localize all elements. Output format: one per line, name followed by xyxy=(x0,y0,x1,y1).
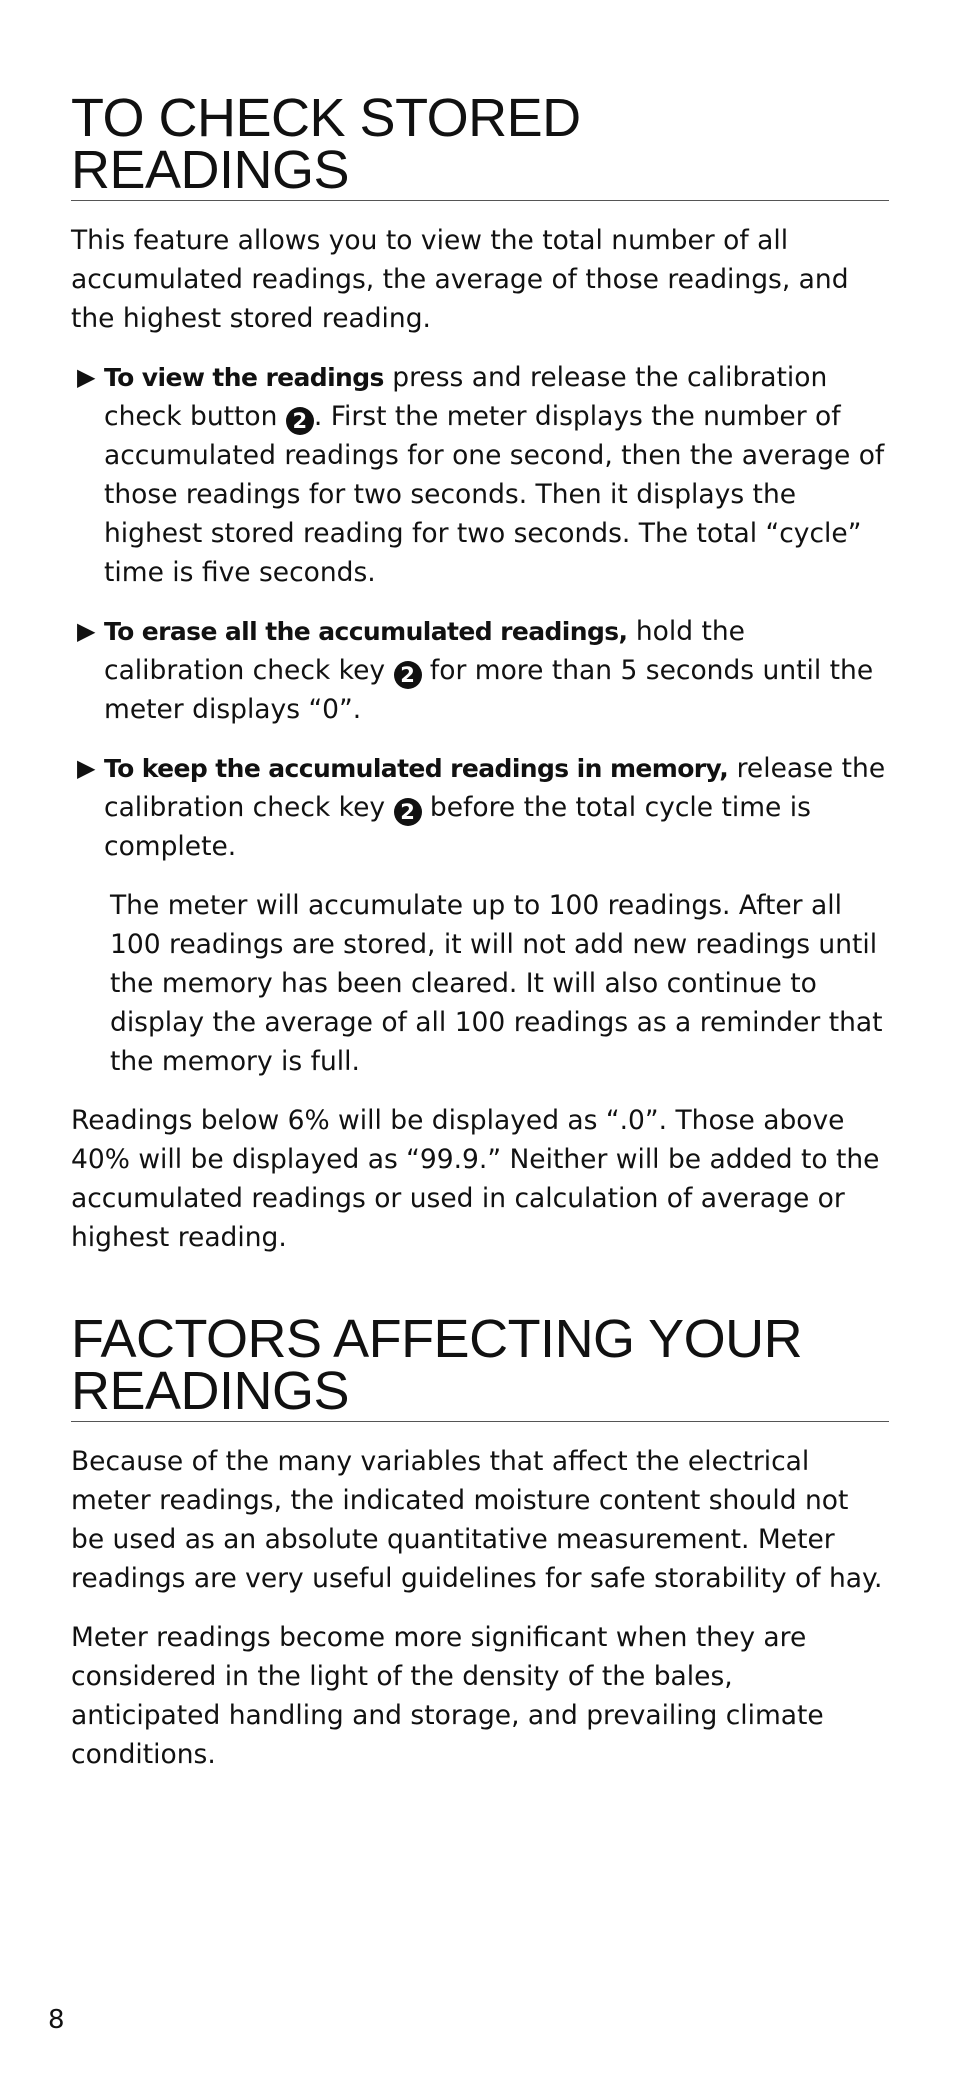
instruction-list xyxy=(71,358,889,1081)
heading-line: FACTORS AFFECTING YOUR xyxy=(71,1309,803,1369)
instruction-lead: To erase all the accumulated readings, xyxy=(104,617,628,646)
instruction-keep-readings xyxy=(77,749,889,866)
callout-number-icon: 2 xyxy=(286,407,314,435)
page-number: 8 xyxy=(48,2005,65,2035)
instruction-text: . First the meter displays the number of accumulated readings for one second, then the average of those readings for two seconds. Then it displays the highest stored reading for two seconds. The total “cycle” time is five seconds. xyxy=(104,401,885,588)
instruction-text: press and release the calibration check button xyxy=(104,362,828,432)
factors-paragraph: Because of the many variables that affect the electrical meter readings, the indicated moisture content should not be used as an absolute quantitative measurement. Meter readings are very useful guidelines for safe storability of hay. xyxy=(71,1446,883,1594)
reading-range-note: Readings below 6% will be displayed as “.0”. Those above 40% will be displayed as “99.9.” Neither will be added to the accumulated readings or used in calculation of average or highest reading. xyxy=(71,1105,880,1253)
instruction-text: before the total cycle time is complete. xyxy=(104,792,811,862)
factors-paragraph: Meter readings become more significant when they are considered in the light of the density of the bales, anticipated handling and storage, and prevailing climate conditions. xyxy=(71,1622,824,1770)
instruction-text: hold the calibration check key xyxy=(104,616,745,686)
instruction-lead: To keep the accumulated readings in memory, xyxy=(104,754,729,783)
instruction-text: for more than 5 seconds until the meter displays “0”. xyxy=(104,655,874,725)
memory-capacity-note: The meter will accumulate up to 100 readings. After all 100 readings are stored, it will not add new readings until the memory has been cleared. It will also continue to display the average of all 100 readings as a reminder that the memory is full. xyxy=(110,890,883,1077)
section-heading-check-stored-readings xyxy=(71,88,889,201)
callout-number-icon: 2 xyxy=(394,798,422,826)
heading-line: READINGS xyxy=(71,140,350,200)
heading-line: TO CHECK STORED xyxy=(71,88,581,148)
arrow-bullet-icon: ▶ xyxy=(77,754,96,782)
instruction-text: release the calibration check key xyxy=(104,753,886,823)
arrow-bullet-icon: ▶ xyxy=(77,617,96,645)
callout-number-icon: 2 xyxy=(394,661,422,689)
arrow-bullet-icon: ▶ xyxy=(77,363,96,391)
instruction-erase-readings xyxy=(77,612,889,729)
intro-paragraph: This feature allows you to view the total number of all accumulated readings, the average of those readings, and the highest stored reading. xyxy=(71,225,849,334)
section-heading-factors-affecting xyxy=(71,1309,889,1422)
instruction-view-readings xyxy=(77,358,889,592)
instruction-lead: To view the readings xyxy=(104,363,384,392)
heading-line: READINGS xyxy=(71,1361,350,1421)
page-content xyxy=(71,88,889,1774)
